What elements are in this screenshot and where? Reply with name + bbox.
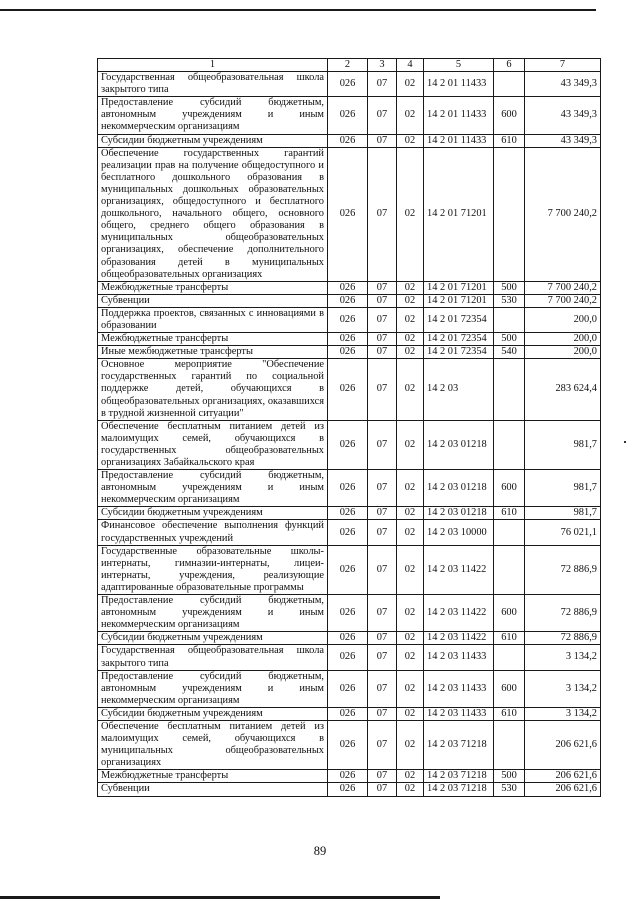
row-name: Межбюджетные трансферты <box>98 770 328 783</box>
row-amount: 43 349,3 <box>525 72 601 97</box>
row-amount: 43 349,3 <box>525 97 601 134</box>
row-subsection: 02 <box>397 720 424 769</box>
row-name: Субвенции <box>98 783 328 796</box>
scan-border-bottom <box>0 896 440 899</box>
row-name: Субвенции <box>98 294 328 307</box>
row-target-item: 14 2 03 01218 <box>424 470 494 507</box>
row-name: Межбюджетные трансферты <box>98 333 328 346</box>
row-amount: 981,7 <box>525 470 601 507</box>
row-target-item: 14 2 03 71218 <box>424 783 494 796</box>
scan-speck <box>624 441 626 443</box>
row-expense-type <box>494 420 525 469</box>
table-header-row <box>98 59 601 72</box>
row-target-item: 14 2 01 11433 <box>424 72 494 97</box>
row-code: 026 <box>328 420 368 469</box>
header-cell-3: 3 <box>368 59 397 72</box>
row-code: 026 <box>328 545 368 594</box>
row-code: 026 <box>328 670 368 707</box>
row-target-item: 14 2 01 72354 <box>424 333 494 346</box>
row-subsection: 02 <box>397 595 424 632</box>
row-subsection: 02 <box>397 147 424 281</box>
row-amount: 206 621,6 <box>525 720 601 769</box>
row-name: Предоставление субсидий бюджетным, автономным учреждениям и иным некоммерческим организациям <box>98 595 328 632</box>
row-subsection: 02 <box>397 294 424 307</box>
row-target-item: 14 2 01 11433 <box>424 134 494 147</box>
row-code: 026 <box>328 470 368 507</box>
row-subsection: 02 <box>397 670 424 707</box>
row-name: Государственные образовательные школы-интернаты, гимназии-интернаты, лицеи-интернаты, учреждения, реализующие адаптированные образовательные программы <box>98 545 328 594</box>
row-name: Обеспечение бесплатным питанием детей из малоимущих семей, обучающихся в государственных общеобразовательных организациях Забайкальского края <box>98 420 328 469</box>
row-expense-type: 610 <box>494 134 525 147</box>
row-target-item: 14 2 03 <box>424 359 494 420</box>
table-row <box>98 545 601 594</box>
row-subsection: 02 <box>397 72 424 97</box>
scan-border-top <box>0 9 596 11</box>
row-name: Финансовое обеспечение выполнения функций государственных учреждений <box>98 520 328 545</box>
row-amount: 206 621,6 <box>525 783 601 796</box>
row-subsection: 02 <box>397 346 424 359</box>
row-subsection: 02 <box>397 783 424 796</box>
row-expense-type <box>494 147 525 281</box>
row-code: 026 <box>328 632 368 645</box>
row-expense-type: 610 <box>494 507 525 520</box>
row-section: 07 <box>368 333 397 346</box>
row-target-item: 14 2 03 01218 <box>424 507 494 520</box>
row-expense-type: 500 <box>494 281 525 294</box>
row-name: Предоставление субсидий бюджетным, автономным учреждениям и иным некоммерческим организациям <box>98 97 328 134</box>
row-section: 07 <box>368 470 397 507</box>
row-code: 026 <box>328 595 368 632</box>
row-code: 026 <box>328 307 368 332</box>
row-expense-type <box>494 307 525 332</box>
row-code: 026 <box>328 770 368 783</box>
row-section: 07 <box>368 359 397 420</box>
row-name: Основное мероприятие "Обеспечение государственных гарантий по социальной поддержке детей, обучающихся в общеобразовательных организациях, оказавшихся в трудной жизненной ситуации" <box>98 359 328 420</box>
row-section: 07 <box>368 294 397 307</box>
row-subsection: 02 <box>397 645 424 670</box>
table-row <box>98 507 601 520</box>
table-row <box>98 346 601 359</box>
row-section: 07 <box>368 645 397 670</box>
table-row <box>98 134 601 147</box>
row-code: 026 <box>328 294 368 307</box>
row-section: 07 <box>368 632 397 645</box>
table-row <box>98 645 601 670</box>
header-cell-4: 4 <box>397 59 424 72</box>
table-row <box>98 72 601 97</box>
row-name: Субсидии бюджетным учреждениям <box>98 507 328 520</box>
row-name: Субсидии бюджетным учреждениям <box>98 134 328 147</box>
row-amount: 3 134,2 <box>525 670 601 707</box>
table-row <box>98 359 601 420</box>
row-code: 026 <box>328 645 368 670</box>
row-target-item: 14 2 03 71218 <box>424 770 494 783</box>
row-section: 07 <box>368 147 397 281</box>
row-code: 026 <box>328 72 368 97</box>
row-expense-type: 600 <box>494 97 525 134</box>
row-target-item: 14 2 03 01218 <box>424 420 494 469</box>
row-name: Субсидии бюджетным учреждениям <box>98 707 328 720</box>
table-row <box>98 770 601 783</box>
row-expense-type <box>494 645 525 670</box>
row-amount: 7 700 240,2 <box>525 281 601 294</box>
row-target-item: 14 2 03 11433 <box>424 645 494 670</box>
row-expense-type: 530 <box>494 783 525 796</box>
row-subsection: 02 <box>397 520 424 545</box>
row-section: 07 <box>368 545 397 594</box>
row-section: 07 <box>368 307 397 332</box>
row-subsection: 02 <box>397 707 424 720</box>
header-cell-2: 2 <box>328 59 368 72</box>
row-name: Поддержка проектов, связанных с инновациями в образовании <box>98 307 328 332</box>
row-amount: 981,7 <box>525 507 601 520</box>
row-subsection: 02 <box>397 134 424 147</box>
row-expense-type <box>494 545 525 594</box>
table-row <box>98 294 601 307</box>
row-expense-type: 610 <box>494 632 525 645</box>
row-section: 07 <box>368 420 397 469</box>
row-amount: 76 021,1 <box>525 520 601 545</box>
row-expense-type: 500 <box>494 770 525 783</box>
row-target-item: 14 2 01 71201 <box>424 294 494 307</box>
row-expense-type <box>494 72 525 97</box>
table-row <box>98 520 601 545</box>
row-subsection: 02 <box>397 420 424 469</box>
row-subsection: 02 <box>397 507 424 520</box>
row-name: Государственная общеобразовательная школа закрытого типа <box>98 645 328 670</box>
row-subsection: 02 <box>397 359 424 420</box>
table-row <box>98 307 601 332</box>
row-section: 07 <box>368 670 397 707</box>
row-name: Субсидии бюджетным учреждениям <box>98 632 328 645</box>
row-section: 07 <box>368 595 397 632</box>
row-section: 07 <box>368 134 397 147</box>
row-target-item: 14 2 01 72354 <box>424 346 494 359</box>
row-expense-type: 600 <box>494 595 525 632</box>
row-subsection: 02 <box>397 281 424 294</box>
table-row <box>98 333 601 346</box>
row-target-item: 14 2 01 71201 <box>424 281 494 294</box>
row-name: Предоставление субсидий бюджетным, автономным учреждениям и иным некоммерческим организациям <box>98 470 328 507</box>
row-subsection: 02 <box>397 632 424 645</box>
row-target-item: 14 2 03 11422 <box>424 632 494 645</box>
row-section: 07 <box>368 783 397 796</box>
row-section: 07 <box>368 346 397 359</box>
row-subsection: 02 <box>397 470 424 507</box>
row-section: 07 <box>368 97 397 134</box>
table-row <box>98 670 601 707</box>
row-code: 026 <box>328 281 368 294</box>
row-section: 07 <box>368 707 397 720</box>
row-expense-type <box>494 520 525 545</box>
table-row <box>98 595 601 632</box>
row-code: 026 <box>328 707 368 720</box>
row-amount: 7 700 240,2 <box>525 147 601 281</box>
table-row <box>98 470 601 507</box>
row-amount: 200,0 <box>525 333 601 346</box>
row-name: Предоставление субсидий бюджетным, автономным учреждениям и иным некоммерческим организациям <box>98 670 328 707</box>
table-row <box>98 720 601 769</box>
table-row <box>98 420 601 469</box>
row-section: 07 <box>368 507 397 520</box>
row-expense-type <box>494 720 525 769</box>
row-code: 026 <box>328 520 368 545</box>
table-row <box>98 783 601 796</box>
row-code: 026 <box>328 346 368 359</box>
row-amount: 200,0 <box>525 346 601 359</box>
row-section: 07 <box>368 770 397 783</box>
row-expense-type: 530 <box>494 294 525 307</box>
row-target-item: 14 2 01 72354 <box>424 307 494 332</box>
page-number: 89 <box>313 844 327 858</box>
row-expense-type <box>494 359 525 420</box>
row-name: Государственная общеобразовательная школа закрытого типа <box>98 72 328 97</box>
header-cell-6: 6 <box>494 59 525 72</box>
row-section: 07 <box>368 720 397 769</box>
row-expense-type: 610 <box>494 707 525 720</box>
row-expense-type: 600 <box>494 670 525 707</box>
row-amount: 3 134,2 <box>525 707 601 720</box>
table-row <box>98 632 601 645</box>
row-code: 026 <box>328 359 368 420</box>
row-amount: 3 134,2 <box>525 645 601 670</box>
table-body <box>98 59 601 797</box>
row-amount: 7 700 240,2 <box>525 294 601 307</box>
row-code: 026 <box>328 134 368 147</box>
row-subsection: 02 <box>397 545 424 594</box>
row-subsection: 02 <box>397 307 424 332</box>
row-code: 026 <box>328 333 368 346</box>
header-cell-5: 5 <box>424 59 494 72</box>
row-target-item: 14 2 01 71201 <box>424 147 494 281</box>
row-section: 07 <box>368 281 397 294</box>
row-amount: 72 886,9 <box>525 632 601 645</box>
row-name: Обеспечение государственных гарантий реализации прав на получение общедоступного и бесплатного дошкольного образования в муниципальных дошкольных образовательных организациях, общедоступного и бесплатного дошкольного, начального общего, основного общего, среднего общего образования в муниципальных общеобразовательных организациях, обеспечение дополнительного образования детей в муниципальных общеобразовательных организациях <box>98 147 328 281</box>
row-target-item: 14 2 03 11433 <box>424 670 494 707</box>
row-subsection: 02 <box>397 97 424 134</box>
row-amount: 206 621,6 <box>525 770 601 783</box>
row-code: 026 <box>328 147 368 281</box>
table-row <box>98 707 601 720</box>
row-code: 026 <box>328 720 368 769</box>
row-name: Межбюджетные трансферты <box>98 281 328 294</box>
row-target-item: 14 2 03 11422 <box>424 595 494 632</box>
row-code: 026 <box>328 507 368 520</box>
header-cell-7: 7 <box>525 59 601 72</box>
budget-table <box>97 58 601 797</box>
row-section: 07 <box>368 72 397 97</box>
row-amount: 981,7 <box>525 420 601 469</box>
row-code: 026 <box>328 783 368 796</box>
row-subsection: 02 <box>397 333 424 346</box>
row-target-item: 14 2 01 11433 <box>424 97 494 134</box>
row-amount: 72 886,9 <box>525 545 601 594</box>
row-target-item: 14 2 03 11422 <box>424 545 494 594</box>
row-amount: 43 349,3 <box>525 134 601 147</box>
row-target-item: 14 2 03 10000 <box>424 520 494 545</box>
row-amount: 283 624,4 <box>525 359 601 420</box>
row-amount: 200,0 <box>525 307 601 332</box>
row-expense-type: 600 <box>494 470 525 507</box>
row-target-item: 14 2 03 71218 <box>424 720 494 769</box>
table-row <box>98 147 601 281</box>
table-row <box>98 281 601 294</box>
row-target-item: 14 2 03 11433 <box>424 707 494 720</box>
row-expense-type: 500 <box>494 333 525 346</box>
row-subsection: 02 <box>397 770 424 783</box>
row-name: Обеспечение бесплатным питанием детей из малоимущих семей, обучающихся в муниципальных общеобразовательных организациях <box>98 720 328 769</box>
row-amount: 72 886,9 <box>525 595 601 632</box>
row-expense-type: 540 <box>494 346 525 359</box>
table-row <box>98 97 601 134</box>
row-section: 07 <box>368 520 397 545</box>
row-code: 026 <box>328 97 368 134</box>
header-cell-1: 1 <box>98 59 328 72</box>
row-name: Иные межбюджетные трансферты <box>98 346 328 359</box>
